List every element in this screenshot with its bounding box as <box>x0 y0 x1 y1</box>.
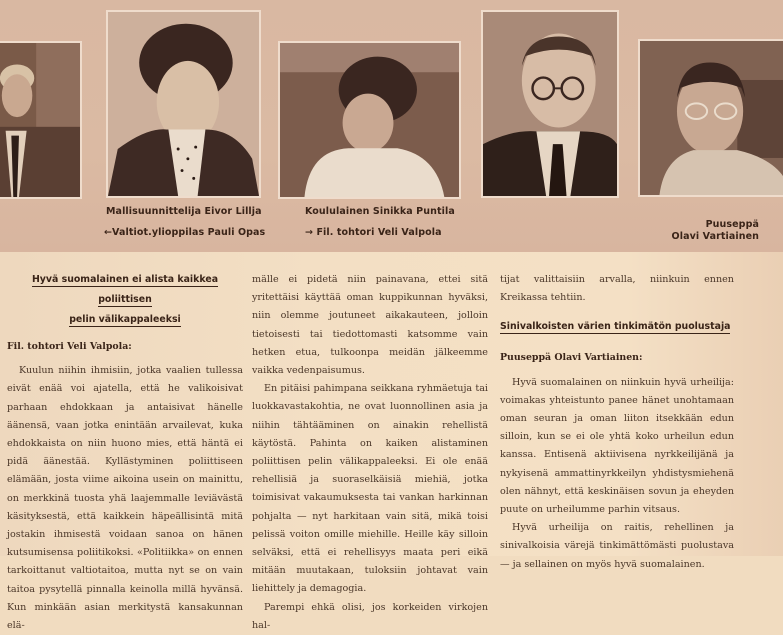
caption-eivor-lillja: Mallisuunnittelija Eivor Lillja <box>106 206 262 217</box>
portrait-man-glasses-image <box>483 12 617 196</box>
article2-byline: Puuseppä Olavi Vartiainen: <box>500 352 643 364</box>
photo-olavi-vartiainen <box>638 39 783 197</box>
article1-paragraph-continued: mälle ei pidetä niin painavana, ettei sitä yritettäisi käyttää oman kuppikunnan hyväksi, niin olemme joutuneet aikakauteen, jolloin tietoisesti tai tiedottomasti katsomme vain hetken etua, tulkoonpa meidän jälkeemme vaikka vedenpaisumus. <box>252 274 488 377</box>
photo-pauli-opas <box>0 41 82 199</box>
article1-headline-line1: Hyvä suomalainen ei alista kaikkea poliittisen <box>31 274 219 305</box>
article2-paragraph-2: Hyvä urheilija on raitis, rehellinen ja sinivalkoisia värejä tinkimättömästi puolustava — ja sellainen on myös hyvä suomalainen. <box>500 522 734 570</box>
article1-paragraph-2: En pitäisi pahimpana seikkana ryhmäetuja tai luokkavastakohtia, ne ovat luonnollinen asia ja niihin tähtääminen on ainakin rehellistä käytöstä. Pahinta on kaiken alistaminen poliittisen pelin välikappaleeksi. Ei ole enää rehellisiä ja suoraselkäisiä miehiä, jotka toimisivat vakaumuksesta tai vankan harkinnan pohjalta — nyt harkitaan vain sitä, mikä toisi pelissä voiton omille miehille. Heille käy silloin selväksi, että ei rehellisyys maata peri eikä mitään muutakaan, tuloksiin johtavat vain liehittely ja demagogia. <box>252 383 488 595</box>
photo-veli-valpola <box>481 10 619 198</box>
article2-headline <box>500 317 734 337</box>
caption-sinikka-puntila: Koululainen Sinikka Puntila <box>305 206 455 217</box>
portrait-carpenter-image <box>640 41 783 195</box>
caption-veli-valpola: → Fil. tohtori Veli Valpola <box>305 227 442 238</box>
article-column-3 <box>500 271 734 574</box>
article2-headline-text: Sinivalkoisten värien tinkimätön puolustaja <box>500 321 731 333</box>
article1-headline-line2: pelin välikappaleeksi <box>69 314 181 325</box>
caption-olavi-line2: Olavi Vartiainen <box>671 231 759 242</box>
portrait-woman-image <box>108 12 259 196</box>
portrait-man-suit-image <box>0 43 80 197</box>
photo-eivor-lillja <box>106 10 261 198</box>
article1-headline <box>7 270 243 330</box>
article1-paragraph-3: Parempi ehkä olisi, jos korkeiden virkojen hal- <box>252 601 488 631</box>
caption-olavi-line1: Puuseppä <box>705 219 759 230</box>
article2-paragraph-1: Hyvä suomalainen on niinkuin hyvä urheilija: voimakas yhteistunto panee hänet unohtamaan oman seuran ja oman liiton itsekkään edun silloin, kun se ei ole yhtä koko urheilun edun kanssa. Entisenä aktiivisena nyrkkeilijänä ja nykyisenä ammattinyrkkeilyn yhdistysmiehenä olen nähnyt, että keskinäisen sovun ja eheyden puute on urheilumme parhin vitsaus. <box>500 376 734 516</box>
article1-paragraph-1: Kuulun niihin ihmisiin, jotka vaalien tullessa eivät enää voi ajatella, että he valikoisivat parhaan ehdokkaan ja antaisivat hänelle äänensä, vaan jotka enintään arvailevat, kuka ehdokkaista on niin huono mies, että häntä ei pidä äänestää. Kyllästyminen poliittiseen elämään, josta viime aikoina usein on mainittu, on merkkinä tuosta yhä laajemmalle leviävästä käsityksestä, että kaikkein häpeällisintä mitä jostakin ihmisestä voidaan sanoa on hänen kutsumisensa poliitikoksi. «Politiikka» on ennen tarkoittanut valtiotaitoa, mutta nyt se on vain taitoa pysytellä pinnalla keinolla millä hyvänsä. Kun minkään asian merkitystä kansakunnan elä- <box>7 365 243 632</box>
article1-byline: Fil. tohtori Veli Valpola: <box>7 341 132 352</box>
article1-paragraph-end: tijat valittaisiin arvalla, niinkuin ennen Kreikassa tehtiin. <box>500 274 734 304</box>
portrait-girl-image <box>280 43 459 197</box>
article-column-2 <box>252 271 488 635</box>
photo-sinikka-puntila <box>278 41 461 199</box>
article-column-1 <box>7 270 243 635</box>
caption-pauli-opas: ←Valtiot.ylioppilas Pauli Opas <box>104 227 266 238</box>
